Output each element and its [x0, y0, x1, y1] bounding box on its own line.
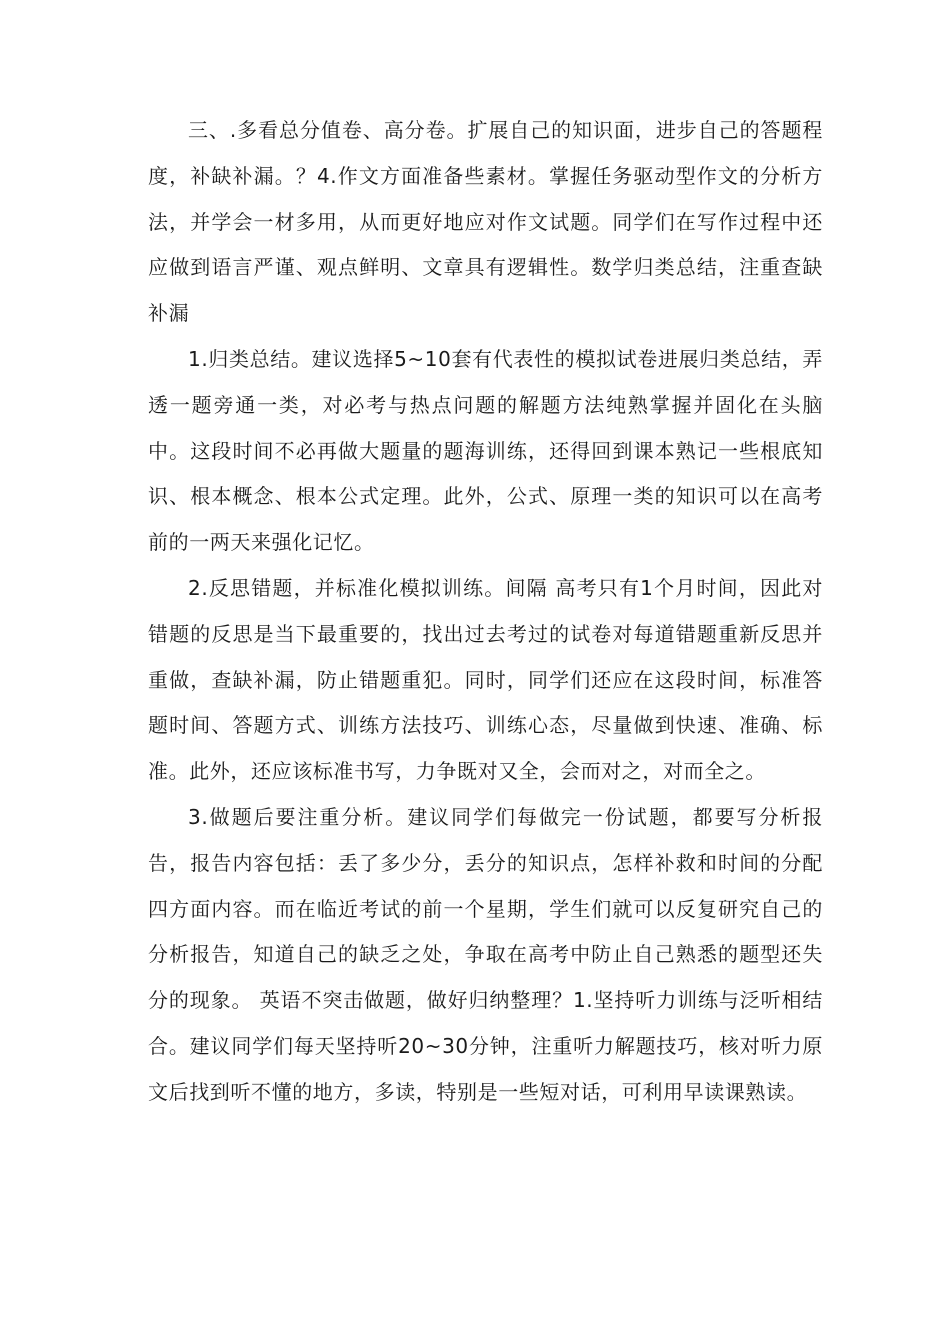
paragraph-error-review: 2.反思错题，并标准化模拟训练。间隔 高考只有1个月时间，因此对错题的反思是当下最重要的，找出过去考过的试卷对每道错题重新反思并重做，查缺补漏，防止错题重犯。同时，同学们还应在这段时间，标准答题时间、答题方式、训练方法技巧、训练心态，尽量做到快速、准确、标准。此外，还应该标准书写，力争既对又全，会而对之，对而全之。 [148, 575, 823, 784]
paragraph-summary: 1.归类总结。建议选择5~10套有代表性的模拟试卷进展归类总结，弄透一题旁通一类，对必考与热点问题的解题方法纯熟掌握并固化在头脑中。这段时间不必再做大题量的题海训练，还得回到课本熟记一些根底知识、根本概念、根本公式定理。此外，公式、原理一类的知识可以在高考前的一两天来强化记忆。 [148, 346, 823, 555]
paragraph-analysis: 3.做题后要注重分析。建议同学们每做完一份试题，都要写分析报告，报告内容包括：丢了多少分，丢分的知识点，怎样补救和时间的分配四方面内容。而在临近考试的前一个星期，学生们就可以反复研究自己的分析报告，知道自己的缺乏之处，争取在高考中防止自己熟悉的题型还失分的现象。 英语不突击做题，做好归纳整理？1.坚持听力训练与泛听相结合。建议同学们每天坚持听20~30分钟，注重听力解题技巧，核对听力原文后找到听不懂的地方，多读，特别是一些短对话，可利用早读课熟读。 [148, 804, 823, 1104]
document-body [148, 108, 823, 1116]
paragraph-study-tips: 三、.多看总分值卷、高分卷。扩展自己的知识面，进步自己的答题程度，补缺补漏。？4.作文方面准备些素材。掌握任务驱动型作文的分析方法，并学会一材多用，从而更好地应对作文试题。同学们在写作过程中还应做到语言严谨、观点鲜明、文章具有逻辑性。数学归类总结，注重查缺补漏 [148, 118, 823, 326]
